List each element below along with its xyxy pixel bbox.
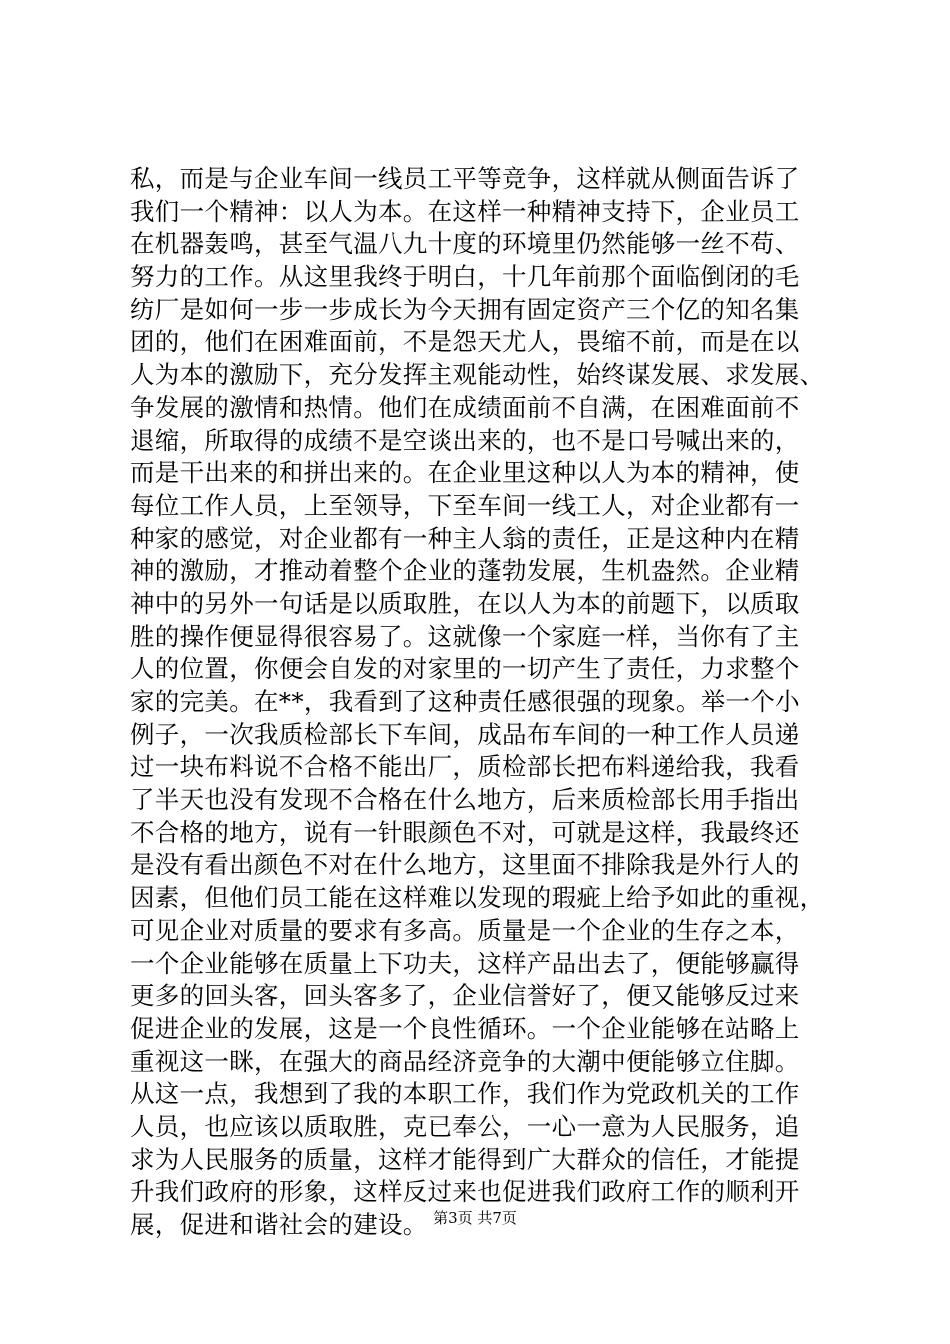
text-line: 努力的工作。从这里我终于明白，十几年前那个面临倒闭的毛 [130,262,800,292]
text-line: 团的，他们在困难面前，不是怨天尤人，畏缩不前，而是在以 [130,327,800,357]
text-line: 一个企业能够在质量上下功夫，这样产品出去了，便能够赢得 [130,948,800,978]
text-line: 例子，一次我质检部长下车间，成品布车间的一种工作人员递 [130,719,800,749]
text-line: 是没有看出颜色不对在什么地方，这里面不排除我是外行人的 [130,850,800,880]
text-line: 纺厂是如何一步一步成长为今天拥有固定资产三个亿的知名集 [130,294,800,324]
text-line: 促进企业的发展，这是一个良性循环。一个企业能够在站略上 [130,1013,800,1043]
text-line: 争发展的激情和热情。他们在成绩面前不自满，在困难面前不 [130,392,800,422]
text-line: 更多的回头客，回头客多了，企业信誉好了，便又能够反过来 [130,981,800,1011]
text-line: 因素，但他们员工能在这样难以发现的瑕疵上给予如此的重视， [130,883,825,913]
text-line: 不合格的地方，说有一针眼颜色不对，可就是这样，我最终还 [130,817,800,847]
text-line: 可见企业对质量的要求有多高。质量是一个企业的生存之本， [130,915,800,945]
text-line: 了半天也没有发现不合格在什么地方，后来质检部长用手指出 [130,785,800,815]
text-line: 神中的另外一句话是以质取胜，在以人为本的前题下，以质取 [130,588,800,618]
text-line: 而是干出来的和拼出来的。在企业里这种以人为本的精神，使 [130,458,800,488]
body-paragraph [130,163,830,1242]
text-line: 退缩，所取得的成绩不是空谈出来的，也不是口号喊出来的， [130,425,800,455]
text-line: 从这一点，我想到了我的本职工作，我们作为党政机关的工作 [130,1079,800,1109]
text-line: 胜的操作便显得很容易了。这就像一个家庭一样，当你有了主 [130,621,800,651]
text-line: 我们一个精神：以人为本。在这样一种精神支持下，企业员工 [130,196,800,226]
text-line: 重视这一眯，在强大的商品经济竞争的大潮中便能够立住脚。 [130,1046,800,1076]
text-line: 神的激励，才推动着整个企业的蓬勃发展，生机盎然。企业精 [130,556,800,586]
text-line: 展，促进和谐社会的建设。 [130,1210,428,1239]
text-line: 人的位置，你便会自发的对家里的一切产生了责任，力求整个 [130,654,800,684]
text-line: 私，而是与企业车间一线员工平等竞争，这样就从侧面告诉了 [130,164,800,193]
text-line: 人为本的激励下，充分发挥主观能动性，始终谋发展、求发展、 [130,360,825,390]
text-line: 家的完美。在**，我看到了这种责任感很强的现象。举一个小 [130,687,800,716]
text-line: 在机器轰鸣，甚至气温八九十度的环境里仍然能够一丝不苟、 [130,229,800,259]
text-line: 每位工作人员，上至领导，下至车间一线工人，对企业都有一 [130,490,800,520]
page-number: 第3页 共7页 [433,1209,517,1227]
text-line: 人员，也应该以质取胜，克已奉公，一心一意为人民服务，追 [130,1111,800,1141]
text-line: 种家的感觉，对企业都有一种主人翁的责任，正是这种内在精 [130,523,800,553]
text-line: 升我们政府的形象，这样反过来也促进我们政府工作的顺利开 [130,1177,800,1207]
text-line: 过一块布料说不合格不能出厂，质检部长把布料递给我，我看 [130,752,800,782]
text-line: 求为人民服务的质量，这样才能得到广大群众的信任，才能提 [130,1144,800,1174]
